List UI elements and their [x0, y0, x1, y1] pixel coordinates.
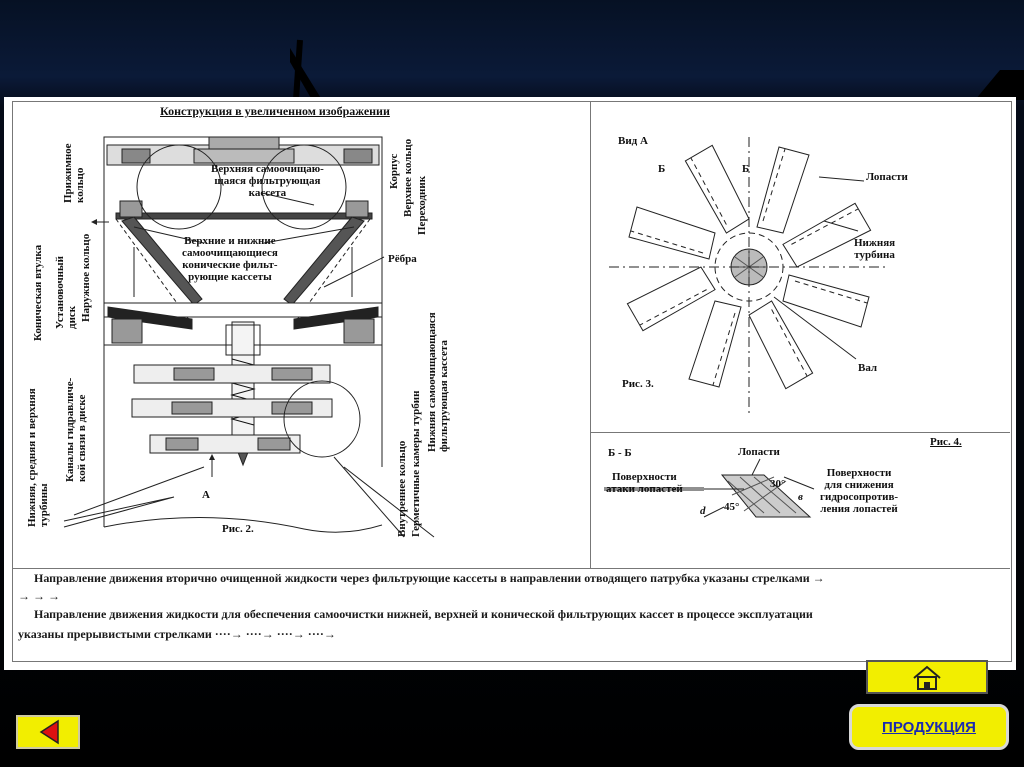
back-button[interactable]: [16, 715, 80, 749]
drawing-title: Конструкция в увеличенном изображении: [160, 104, 390, 118]
fig3-view-label: Вид А: [618, 135, 648, 147]
fig4-section-label: Б - Б: [608, 447, 632, 459]
note-line-2: → → →: [18, 589, 60, 603]
note-line-1: Направление движения вторично очищенной жидкости через фильтрующие кассеты в направлении отводящего патрубка указаны стрелками →: [34, 571, 825, 585]
triangle-left-icon: [18, 717, 78, 747]
frame-divider-notes: [12, 568, 1010, 569]
technical-drawing-sheet: [4, 97, 1016, 670]
fig4-symbol-b: в: [798, 491, 803, 503]
fig4-label-drag-surfaces: Поверхности для снижения гидросопротив- ления лопастей: [820, 467, 899, 515]
label-clamp-ring: Прижимное кольцо: [62, 143, 86, 203]
label-outer-ring: Наружное кольцо: [80, 233, 92, 322]
label-cone-cassettes: Верхние и нижние самоочищающиеся конические фильт- рующие кассеты: [182, 235, 278, 283]
fig3-caption: Рис. 3.: [622, 378, 654, 390]
note-line-4: указаны прерывистыми стрелками ····→ ····→ ····→ ····→: [18, 627, 336, 641]
label-turbines: Нижняя, средняя и верхняя турбины: [26, 388, 50, 527]
label-mounting-disk: Установочный диск: [54, 256, 78, 329]
fig4-angle-45: 45°: [724, 501, 740, 513]
fig4-caption: Рис. 4.: [930, 436, 962, 448]
fig4-label-blades: Лопасти: [738, 446, 780, 458]
products-button[interactable]: ПРОДУКЦИЯ: [849, 704, 1009, 750]
fig3-label-shaft: Вал: [858, 362, 878, 374]
fig4-symbol-d: d: [700, 505, 706, 517]
label-ribs: Рёбра: [388, 253, 417, 265]
note-line-3: Направление движения жидкости для обеспечения самоочистки нижней, верхней и конической фильтрующих кассет в процессе эксплуатации: [34, 607, 813, 621]
view-arrow-label: А: [202, 489, 210, 501]
label-body: Корпус: [388, 153, 400, 189]
label-upper-cassette: Верхняя самоочищаю- щаяся фильтрующая кассета: [211, 163, 324, 199]
label-sealed-chambers: Герметичные камеры турбин: [410, 390, 422, 537]
home-icon: [868, 662, 986, 692]
fig3-label-lower-turbine: Нижняя турбина: [854, 237, 896, 261]
label-hydraulic-channels: Каналы гидравличе- кой связи в диске: [64, 377, 88, 482]
section-mark-left: Б: [658, 163, 666, 175]
fig2-caption: Рис. 2.: [222, 523, 254, 535]
fig4-angle-30: 30°: [770, 478, 786, 490]
section-mark-right: Б: [742, 163, 750, 175]
fig3-label-blades: Лопасти: [866, 171, 908, 183]
label-conic-sleeve: Коническая втулка: [32, 244, 44, 341]
label-upper-ring: Верхнее кольцо: [402, 138, 414, 217]
label-lower-cassette: Нижняя самоочищающаяся фильтрующая кассета: [426, 312, 450, 452]
fig4-label-attack-surfaces: Поверхности атаки лопастей: [606, 471, 683, 495]
home-button[interactable]: [866, 660, 988, 694]
background-scene: [0, 0, 1024, 100]
label-adapter: Переходник: [416, 175, 428, 235]
label-inner-ring: Внутреннее кольцо: [396, 440, 408, 537]
